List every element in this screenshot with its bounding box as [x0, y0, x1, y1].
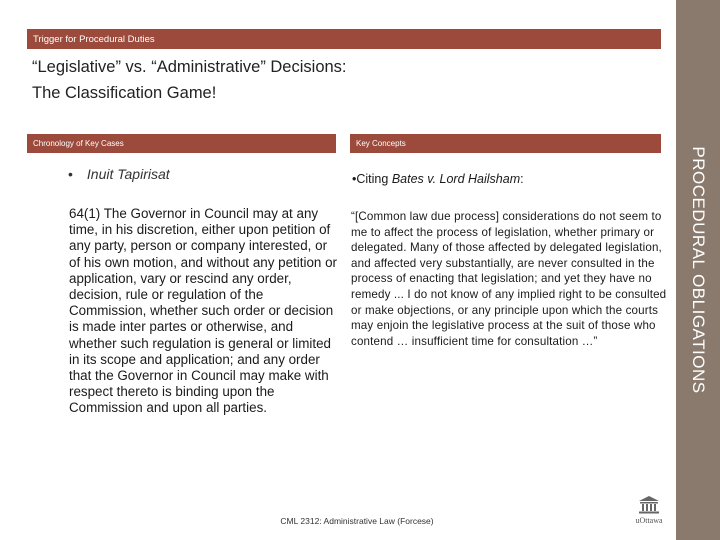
citing-prefix: •Citing	[352, 172, 392, 186]
footer	[0, 516, 720, 526]
university-building-icon	[637, 495, 661, 515]
bullet-marker: •	[68, 166, 73, 182]
citing-suffix: :	[520, 172, 524, 186]
section-band: Trigger for Procedural Duties	[27, 29, 661, 49]
university-logo	[626, 495, 672, 531]
case-name: Inuit Tapirisat	[86, 166, 170, 182]
footer-text: CML 2312: Administrative Law (Forcese)	[280, 516, 434, 526]
logo-text: uOttawa	[635, 516, 663, 525]
cited-case-name: Bates v. Lord Hailsham	[391, 172, 521, 186]
left-column-header: Chronology of Key Cases	[27, 134, 336, 153]
citing-bullet	[352, 172, 524, 186]
case-bullet	[68, 166, 170, 182]
title-line-2: The Classification Game!	[32, 84, 217, 102]
right-column-header: Key Concepts	[350, 134, 661, 153]
title-line-1: “Legislative” vs. “Administrative” Decisions:	[32, 58, 347, 76]
side-bar	[676, 0, 720, 540]
side-title: PROCEDURAL OBLIGATIONS	[689, 146, 708, 394]
quotation-text: “[Common law due process] considerations do not seem to me to affect the process of legislation, whether primary or delegated. Many of those affected by delegated legislation, and affected very substantially, are never consulted in the process of enacting that legislation; and yet they have no remedy ... I do not know of any implied right to be consulted or make objections, or any principle upon which the courts may enjoin the legislative process at the suit of those who contend … insufficient time for consultation …”	[351, 210, 667, 348]
statute-text: 64(1) The Governor in Council may at any time, in his discretion, either upon petition of any party, person or company interested, or of his own motion, and without any petition or application, vary or rescind any order, decision, rule or regulation of the Commission, whether such order or decision is made inter partes or otherwise, and whether such regulation is general or limited in its scope and application; and any order that the Governor in Council may make with respect thereto is binding upon the Commission and upon all parties.	[69, 206, 337, 416]
slide-title	[32, 54, 652, 106]
